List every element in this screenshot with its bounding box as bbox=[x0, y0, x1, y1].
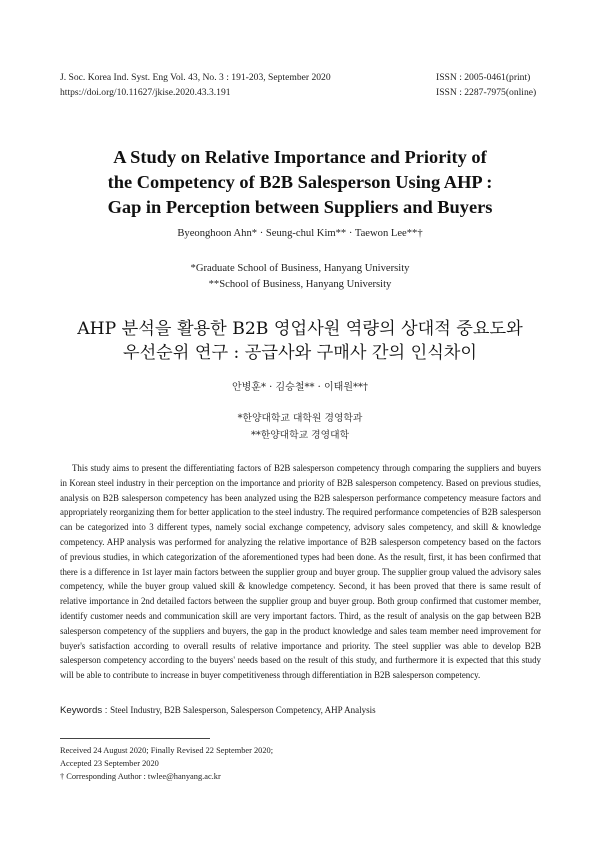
korean-title-line: AHP 분석을 활용한 B2B 영업사원 역량의 상대적 중요도와 bbox=[77, 319, 523, 339]
keywords-label: Keywords : bbox=[60, 705, 111, 716]
issn-online: ISSN : 2287-7975(online) bbox=[436, 87, 537, 98]
corresponding-author: † Corresponding Author : twlee@hanyang.ac.kr bbox=[60, 772, 221, 781]
english-title-line: Gap in Perception between Suppliers and Buyers bbox=[107, 197, 493, 217]
footnote-divider bbox=[60, 738, 210, 739]
keywords bbox=[60, 705, 550, 716]
footnotes bbox=[60, 744, 360, 783]
english-title bbox=[0, 145, 600, 220]
doi-link[interactable]: https://doi.org/10.11627/jkise.2020.43.3.191 bbox=[60, 87, 231, 98]
issn-block bbox=[436, 70, 536, 100]
keywords-text: Steel Industry, B2B Salesperson, Salesperson Competency, AHP Analysis bbox=[110, 705, 376, 715]
korean-title-line: 우선순위 연구 : 공급사와 구매사 간의 인식차이 bbox=[122, 343, 478, 363]
english-affiliation: *Graduate School of Business, Hanyang University bbox=[190, 263, 410, 274]
english-title-line: the Competency of B2B Salesperson Using AHP : bbox=[107, 172, 493, 192]
english-affiliations bbox=[0, 261, 600, 293]
english-title-line: A Study on Relative Importance and Priority of bbox=[113, 147, 487, 167]
korean-authors: 안병훈* · 김승철** · 이태원**† bbox=[231, 382, 368, 393]
korean-affiliation: **한양대학교 경영대학 bbox=[250, 430, 350, 441]
korean-affiliation: *한양대학교 대학원 경영학과 bbox=[237, 413, 363, 424]
received-date: Received 24 August 2020; Finally Revised 22 September 2020; bbox=[60, 746, 274, 755]
issn-print: ISSN : 2005-0461(print) bbox=[436, 72, 531, 83]
journal-header bbox=[60, 70, 331, 100]
english-affiliation: **School of Business, Hanyang University bbox=[208, 279, 392, 290]
english-authors: Byeonghoon Ahn* · Seung-chul Kim** · Taewon Lee**† bbox=[177, 228, 423, 239]
journal-citation: J. Soc. Korea Ind. Syst. Eng Vol. 43, No. 3 : 191-203, September 2020 bbox=[60, 72, 331, 83]
korean-affiliations bbox=[0, 410, 600, 444]
abstract: This study aims to present the differentiating factors of B2B salesperson competency through comparing the suppliers and buyers in Korean steel industry in their perception on the importance and priority of B2B salesperson competency. Based on previous studies, analysis on B2B salesperson competency has been analyzed using the B2B salesperson performance competency measure factors and appropriately reorganizing them for better application to the steel industry. The required performance competencies of B2B salesperson can be categorized into 3 different types, namely social exchange competency, advisory sales competency, and skill & knowledge competency. AHP analysis was performed for analyzing the relative importance of B2B salesperson competency based on the factors of previous studies, in which categorization of the aforementioned types had been done. As the result, first, it has been confirmed that there is a difference in 1st layer main factors between the supplier group and buyer group. The supplier group valued the advisory sales competency, while the buyer group valued skill & knowledge competency. Second, it has been proved that there is same result of relative importance in 2nd detailed factors between the supplier group and buyer group. Both group confirmed that customer member, identify customer needs and communication skill are very important factors. Third, as the result of analysis on the gap between B2B salesperson competency of the suppliers and buyers, the gap in the product knowledge and sales team member need improvement for buyer's satisfaction according to overall results of relative importance and priority. The steel supplier was able to develop B2B salesperson competency according to the buyers' needs based on the result of this study, and furthermore it is expected that this study will be able to contribute to increase in buyer competitiveness through differentiation in B2B salesperson competency. bbox=[60, 463, 541, 681]
korean-title bbox=[0, 317, 600, 365]
accepted-date: Accepted 23 September 2020 bbox=[60, 759, 159, 768]
